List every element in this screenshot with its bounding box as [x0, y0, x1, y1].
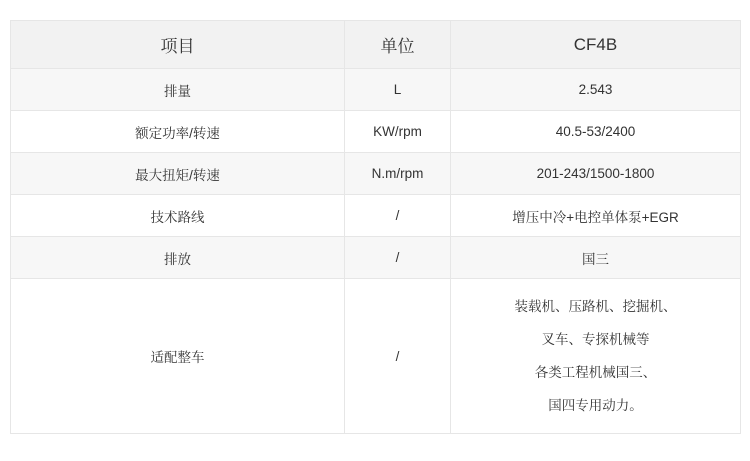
- table-row: [11, 195, 741, 237]
- header-cell-unit: 单位: [345, 21, 451, 69]
- cell-value: 2.543: [451, 69, 741, 111]
- cell-value: 201-243/1500-1800: [451, 153, 741, 195]
- table-row: [11, 237, 741, 279]
- cell-unit: /: [345, 279, 451, 434]
- cell-value: 增压中冷+电控单体泵+EGR: [451, 195, 741, 237]
- cell-unit: L: [345, 69, 451, 111]
- table-row: [11, 111, 741, 153]
- cell-unit: /: [345, 195, 451, 237]
- header-cell-value: CF4B: [451, 21, 741, 69]
- cell-value-line: 装载机、压路机、挖掘机、: [514, 299, 677, 314]
- cell-item: 技术路线: [11, 195, 345, 237]
- cell-item: 排放: [11, 237, 345, 279]
- header-cell-item: 项目: [11, 21, 345, 69]
- cell-item: 排量: [11, 69, 345, 111]
- table-header-row: [11, 21, 741, 69]
- cell-value: 40.5-53/2400: [451, 111, 741, 153]
- cell-item: 最大扭矩/转速: [11, 153, 345, 195]
- cell-unit: N.m/rpm: [345, 153, 451, 195]
- cell-value: 国三: [451, 237, 741, 279]
- table-row: [11, 153, 741, 195]
- cell-value-line: 国四专用动力。: [548, 398, 643, 413]
- cell-value-line: 各类工程机械国三、: [534, 365, 657, 380]
- cell-item: 额定功率/转速: [11, 111, 345, 153]
- engine-spec-table: [10, 20, 741, 434]
- cell-value: [451, 279, 741, 434]
- cell-item: 适配整车: [11, 279, 345, 434]
- cell-value-multiline: [452, 290, 739, 422]
- table-header: [11, 21, 741, 69]
- table-body: [11, 69, 741, 434]
- cell-unit: /: [345, 237, 451, 279]
- table-row: [11, 69, 741, 111]
- cell-unit: KW/rpm: [345, 111, 451, 153]
- table-row: [11, 279, 741, 434]
- cell-value-line: 叉车、专探机械等: [541, 332, 650, 347]
